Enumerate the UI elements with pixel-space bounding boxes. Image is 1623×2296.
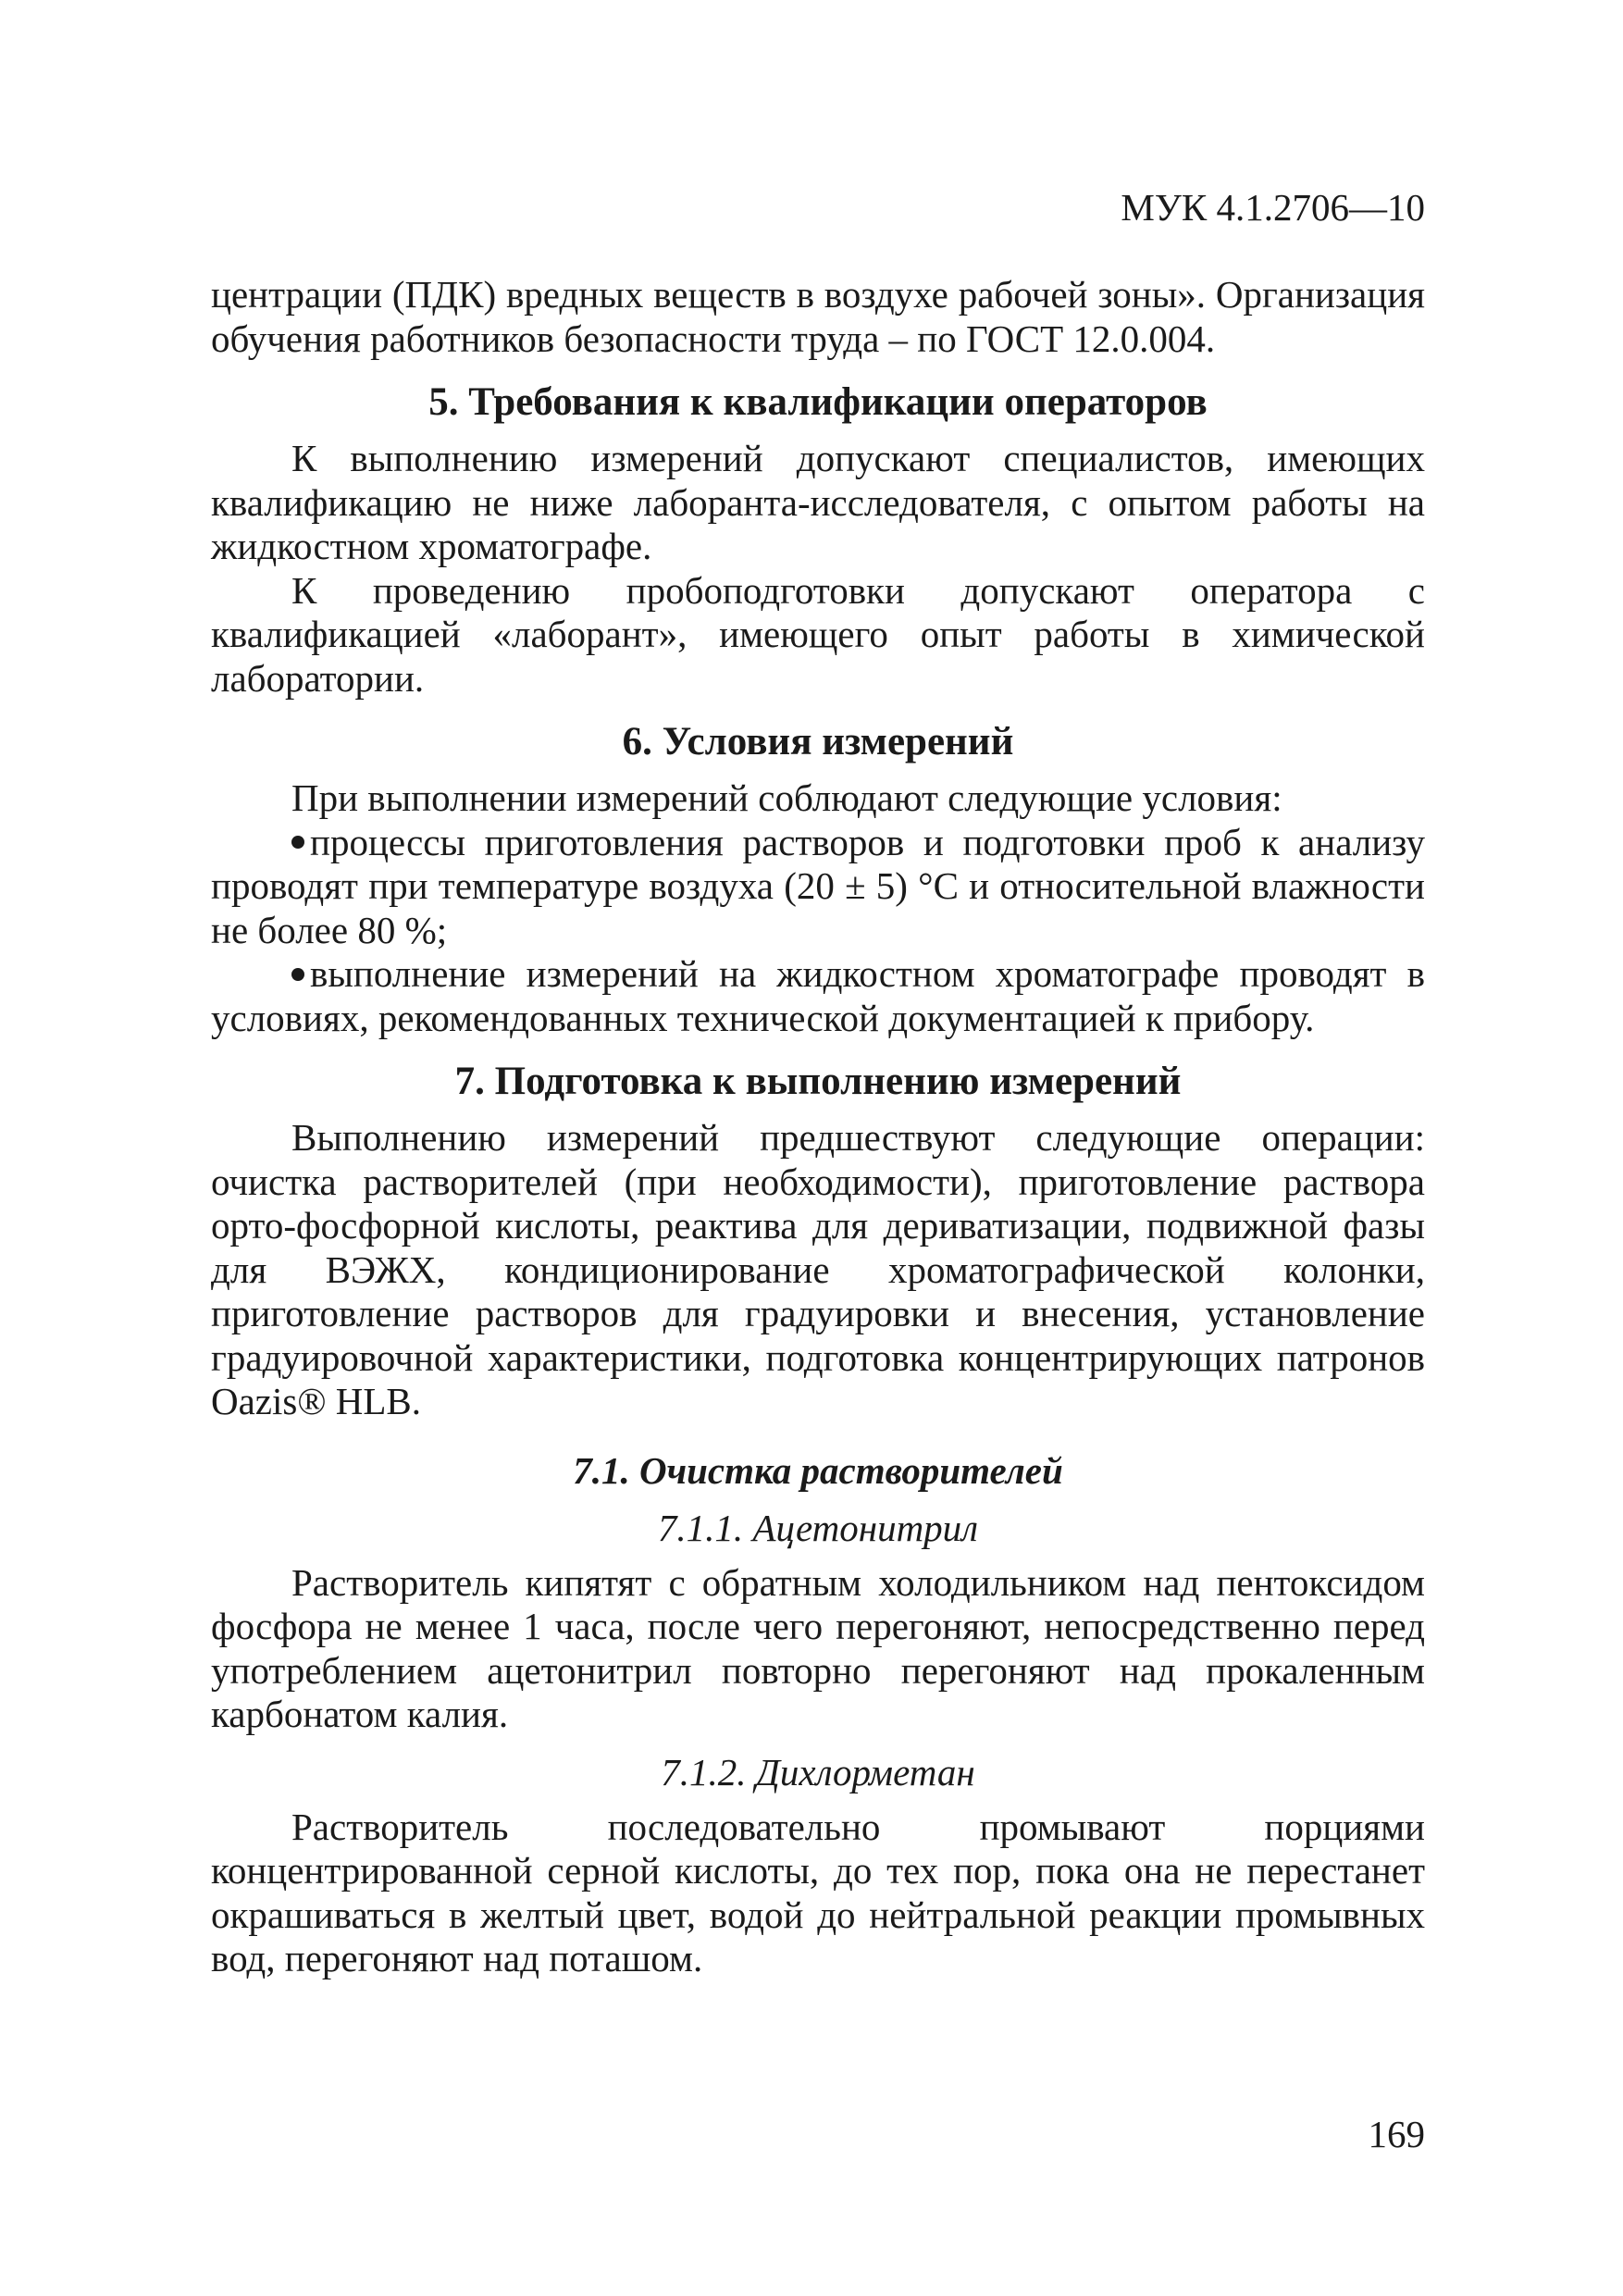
section-5-paragraph-1: К выполнению измерений допускают специалистов, имеющих квалификацию не ниже лаборанта-исследователя, с опытом работы на жидкостном хроматографе. [211, 437, 1425, 567]
section-7-1-2-paragraph: Растворитель последовательно промывают порциями концентрированной серной кислоты, до тех пор, пока она не перестанет окрашиваться в желтый цвет, водой до нейтральной реакции промывных вод, перегоняют над поташом. [211, 1805, 1425, 1980]
section-6-intro: При выполнении измерений соблюдают следующие условия: [291, 776, 1282, 819]
section-7-paragraph-1: Выполнению измерений предшествуют следующие операции: очистка растворителей (при необходимости), приготовление раствора орто-фосфорной кислоты, реактива для дериватизации, подвижной фазы для ВЭЖХ, кондиционирование хроматографической колонки, приготовление растворов для градуировки и внесения, установление градуировочной характеристики, подготовка концентрирующих патронов Oazis® HLB. [211, 1116, 1425, 1422]
section-5-title: 5. Требования к квалификации операторов [428, 380, 1208, 424]
section-5-paragraph-2: К проведению пробоподготовки допускают оператора с квалификацией «лаборант», имеющего опыт работы в химической лаборатории. [211, 568, 1425, 700]
page-number: 169 [1368, 2113, 1425, 2155]
bullet-text: выполнение измерений на жидкостном хроматографе проводят в условиях, рекомендованных технической документацией к прибору. [211, 952, 1425, 1039]
bullet-icon [291, 968, 304, 981]
bullet-text: процессы приготовления растворов и подготовки проб к анализу проводят при температуре воздуха (20 ± 5) °С и относительной влажности не более 80 %; [211, 820, 1425, 951]
section-7-1-1-title: 7.1.1. Ацетонитрил [657, 1506, 979, 1549]
bullet-icon [291, 836, 304, 849]
document-page [211, 176, 1425, 2156]
section-7-1-title: 7.1. Очистка растворителей [573, 1448, 1063, 1492]
section-6-bullet-1 [211, 821, 1425, 953]
section-7-1-2-title: 7.1.2. Дихлорметан [661, 1750, 975, 1793]
page-content [211, 273, 1425, 1981]
section-7-1-1-paragraph: Растворитель кипятят с обратным холодильником над пентоксидом фосфора не менее 1 часа, после чего перегоняют, непосредственно перед употреблением ацетонитрил повторно перегоняют над прокаленным карбонатом калия. [211, 1560, 1425, 1735]
section-6-title: 6. Условия измерений [622, 720, 1014, 763]
section-6-bullet-2 [211, 952, 1425, 1040]
section-7-title: 7. Подготовка к выполнению измерений [454, 1060, 1182, 1103]
intro-paragraph: центрации (ПДК) вредных веществ в воздухе рабочей зоны». Организация обучения работников безопасности труда – по ГОСТ 12.0.004. [211, 273, 1425, 360]
document-code: МУК 4.1.2706—10 [1121, 186, 1425, 229]
